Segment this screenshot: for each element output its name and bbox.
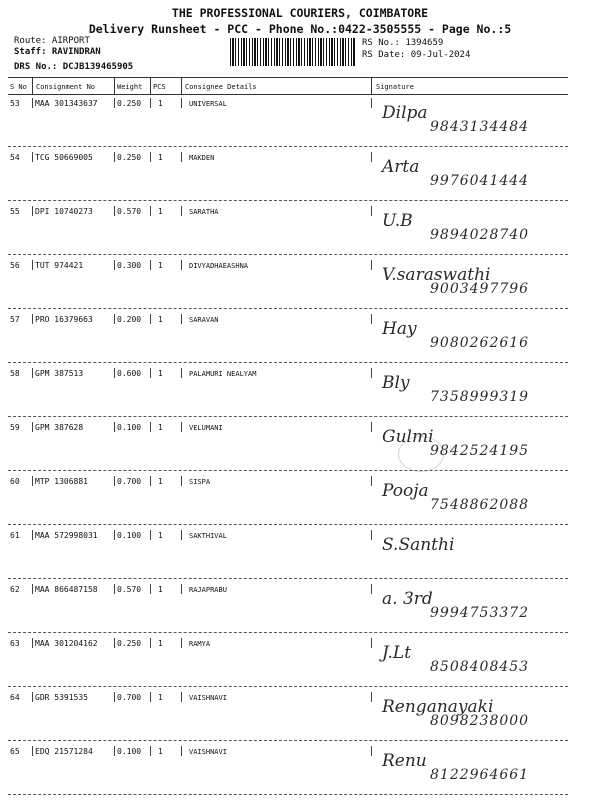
row-divider [32, 422, 33, 432]
row-consignment-no: TCG 50669005 [35, 153, 93, 162]
row-signature-phone: 9843134484 [430, 119, 530, 135]
row-signature-name: a. 3rd [382, 589, 433, 609]
row-divider [114, 584, 115, 594]
row-separator [8, 524, 568, 525]
row-consignment-no: MTP 1306881 [35, 477, 88, 486]
row-divider [181, 692, 182, 702]
row-divider [371, 692, 372, 702]
row-consignee: UNIVERSAL [189, 100, 227, 108]
row-divider [181, 422, 182, 432]
row-divider [114, 98, 115, 108]
row-signature-name: J.Lt [382, 643, 412, 663]
row-separator [8, 632, 568, 633]
row-signature-name: V.saraswathi [382, 265, 491, 285]
row-weight: 0.700 [117, 693, 142, 702]
row-divider [150, 152, 151, 162]
row-divider [32, 638, 33, 648]
row-signature-name: Pooja [382, 481, 429, 501]
row-consignment-no: MAA 301343637 [35, 99, 98, 108]
barcode [230, 38, 356, 66]
row-signature-phone: 8122964661 [430, 767, 530, 783]
row-sno: 58 [10, 369, 20, 378]
row-consignee: VELUMANI [189, 424, 223, 432]
row-divider [150, 692, 151, 702]
row-divider [32, 152, 33, 162]
row-divider [150, 422, 151, 432]
row-consignment-no: GPM 387628 [35, 423, 84, 432]
row-divider [181, 314, 182, 324]
row-sno: 64 [10, 693, 20, 702]
row-divider [150, 368, 151, 378]
row-divider [181, 152, 182, 162]
row-divider [371, 314, 372, 324]
row-pcs: 1 [158, 531, 163, 540]
row-divider [371, 368, 372, 378]
row-divider [371, 638, 372, 648]
row-consignment-no: MAA 572998031 [35, 531, 98, 540]
row-weight: 0.700 [117, 477, 142, 486]
table-header-border [8, 94, 568, 95]
row-divider [181, 530, 182, 540]
row-pcs: 1 [158, 369, 163, 378]
row-signature-phone: 8508408453 [430, 659, 530, 675]
row-divider [150, 638, 151, 648]
row-separator [8, 740, 568, 741]
row-pcs: 1 [158, 639, 163, 648]
row-sno: 65 [10, 747, 20, 756]
col-header-sno: S No [10, 83, 27, 91]
row-divider [114, 314, 115, 324]
row-separator [8, 794, 568, 795]
company-title: THE PROFESSIONAL COURIERS, COIMBATORE [171, 6, 429, 20]
rs-date: RS Date: 09-Jul-2024 [362, 50, 471, 60]
row-separator [8, 686, 568, 687]
row-weight: 0.570 [117, 207, 142, 216]
row-divider [150, 530, 151, 540]
row-divider [371, 476, 372, 486]
row-divider [181, 638, 182, 648]
row-divider [371, 152, 372, 162]
row-signature-name: Gulmi [382, 427, 434, 447]
row-signature-phone: 7548862088 [430, 497, 530, 513]
row-divider [150, 314, 151, 324]
row-divider [114, 638, 115, 648]
row-consignee: MAKDEN [189, 154, 215, 162]
row-weight: 0.100 [117, 747, 142, 756]
row-consignment-no: TUT 974421 [35, 261, 84, 270]
row-signature-name: Renu [382, 751, 427, 771]
row-sno: 60 [10, 477, 20, 486]
row-divider [150, 746, 151, 756]
row-divider [114, 692, 115, 702]
row-sno: 61 [10, 531, 20, 540]
row-signature-name: Hay [382, 319, 417, 339]
row-separator [8, 146, 568, 147]
row-divider [114, 206, 115, 216]
row-separator [8, 362, 568, 363]
row-divider [371, 746, 372, 756]
row-divider [114, 152, 115, 162]
row-consignee: SARAVAN [189, 316, 219, 324]
col-header-consignee: Consignee Details [185, 83, 257, 91]
row-pcs: 1 [158, 315, 163, 324]
row-consignment-no: GPM 387513 [35, 369, 84, 378]
row-weight: 0.250 [117, 99, 142, 108]
row-divider [114, 260, 115, 270]
row-consignment-no: DPI 10740273 [35, 207, 93, 216]
route-label: Route: AIRPORT [14, 36, 90, 46]
row-signature-phone: 9894028740 [430, 227, 530, 243]
row-consignee: SAKTHIVAL [189, 532, 227, 540]
col-divider [32, 78, 33, 94]
row-separator [8, 308, 568, 309]
row-signature-phone: 7358999319 [430, 389, 530, 405]
drs-number: DRS No.: DCJB139465905 [14, 62, 134, 72]
row-divider [371, 206, 372, 216]
row-divider [150, 476, 151, 486]
row-signature-phone: 9080262616 [430, 335, 530, 351]
row-sno: 54 [10, 153, 20, 162]
row-signature-name: Dilpa [382, 103, 428, 123]
col-header-signature: Signature [376, 83, 414, 91]
row-separator [8, 578, 568, 579]
row-signature-name: Arta [382, 157, 420, 177]
row-divider [181, 260, 182, 270]
row-consignee: RAJAPRABU [189, 586, 227, 594]
row-consignment-no: MAA 301204162 [35, 639, 98, 648]
row-divider [114, 530, 115, 540]
row-divider [181, 746, 182, 756]
col-header-consignment: Consignment No [36, 83, 96, 91]
row-divider [32, 476, 33, 486]
row-divider [181, 98, 182, 108]
row-sno: 56 [10, 261, 20, 270]
row-signature-name: S.Santhi [382, 535, 455, 555]
row-weight: 0.100 [117, 423, 142, 432]
row-divider [150, 98, 151, 108]
row-weight: 0.300 [117, 261, 142, 270]
staff-label: Staff: RAVINDRAN [14, 47, 101, 57]
row-sno: 59 [10, 423, 20, 432]
row-pcs: 1 [158, 747, 163, 756]
row-divider [181, 584, 182, 594]
row-signature-name: U.B [382, 211, 413, 231]
row-separator [8, 254, 568, 255]
row-consignee: SISPA [189, 478, 211, 486]
row-consignment-no: EDQ 21571284 [35, 747, 93, 756]
row-weight: 0.250 [117, 153, 142, 162]
row-separator [8, 470, 568, 471]
row-weight: 0.250 [117, 639, 142, 648]
row-pcs: 1 [158, 585, 163, 594]
row-signature-phone: 9976041444 [430, 173, 530, 189]
row-divider [32, 746, 33, 756]
col-header-pcs: PCS [153, 83, 166, 91]
runsheet-title: Delivery Runsheet - PCC - Phone No.:0422-3505555 - Page No.:5 [88, 22, 512, 36]
row-pcs: 1 [158, 207, 163, 216]
row-consignee: VAISHNAVI [189, 748, 227, 756]
row-signature-phone: 9994753372 [430, 605, 530, 621]
row-consignee: RAMYA [189, 640, 211, 648]
row-divider [114, 476, 115, 486]
row-consignee: SARATHA [189, 208, 219, 216]
row-divider [32, 530, 33, 540]
row-divider [32, 206, 33, 216]
col-divider [150, 78, 151, 94]
row-pcs: 1 [158, 693, 163, 702]
row-consignment-no: PRO 16379663 [35, 315, 93, 324]
row-divider [32, 692, 33, 702]
col-header-weight: Weight [117, 83, 143, 91]
row-divider [114, 368, 115, 378]
row-divider [114, 422, 115, 432]
row-consignment-no: MAA 866487158 [35, 585, 98, 594]
row-divider [32, 260, 33, 270]
row-pcs: 1 [158, 423, 163, 432]
row-sno: 62 [10, 585, 20, 594]
row-divider [150, 260, 151, 270]
row-divider [32, 584, 33, 594]
row-signature-phone: 9842524195 [430, 443, 530, 459]
row-pcs: 1 [158, 477, 163, 486]
row-sno: 63 [10, 639, 20, 648]
row-weight: 0.200 [117, 315, 142, 324]
col-divider [114, 78, 115, 94]
row-divider [181, 206, 182, 216]
rs-number: RS No.: 1394659 [362, 38, 444, 48]
row-divider [371, 98, 372, 108]
row-pcs: 1 [158, 261, 163, 270]
row-signature-name: Renganayaki [382, 697, 494, 717]
row-consignee: DIVYADHAEASHNA [189, 262, 249, 270]
col-divider [371, 78, 372, 94]
row-divider [114, 746, 115, 756]
row-pcs: 1 [158, 153, 163, 162]
row-consignment-no: GDR 5391535 [35, 693, 88, 702]
row-signature-phone: 8098238000 [430, 713, 530, 729]
row-weight: 0.100 [117, 531, 142, 540]
row-divider [181, 476, 182, 486]
row-pcs: 1 [158, 99, 163, 108]
row-sno: 53 [10, 99, 20, 108]
row-divider [32, 98, 33, 108]
row-divider [181, 368, 182, 378]
row-divider [150, 584, 151, 594]
row-signature-phone: 9003497796 [430, 281, 530, 297]
row-divider [150, 206, 151, 216]
row-divider [32, 314, 33, 324]
row-divider [371, 584, 372, 594]
row-sno: 55 [10, 207, 20, 216]
row-divider [371, 530, 372, 540]
table-top-border [8, 77, 568, 78]
row-weight: 0.570 [117, 585, 142, 594]
row-signature-name: Bly [382, 373, 410, 393]
row-divider [32, 368, 33, 378]
row-divider [371, 422, 372, 432]
row-weight: 0.600 [117, 369, 142, 378]
row-consignee: VAISHNAVI [189, 694, 227, 702]
row-separator [8, 416, 568, 417]
row-divider [371, 260, 372, 270]
row-consignee: PALAMURI NEALYAM [189, 370, 257, 378]
row-separator [8, 200, 568, 201]
col-divider [181, 78, 182, 94]
row-sno: 57 [10, 315, 20, 324]
